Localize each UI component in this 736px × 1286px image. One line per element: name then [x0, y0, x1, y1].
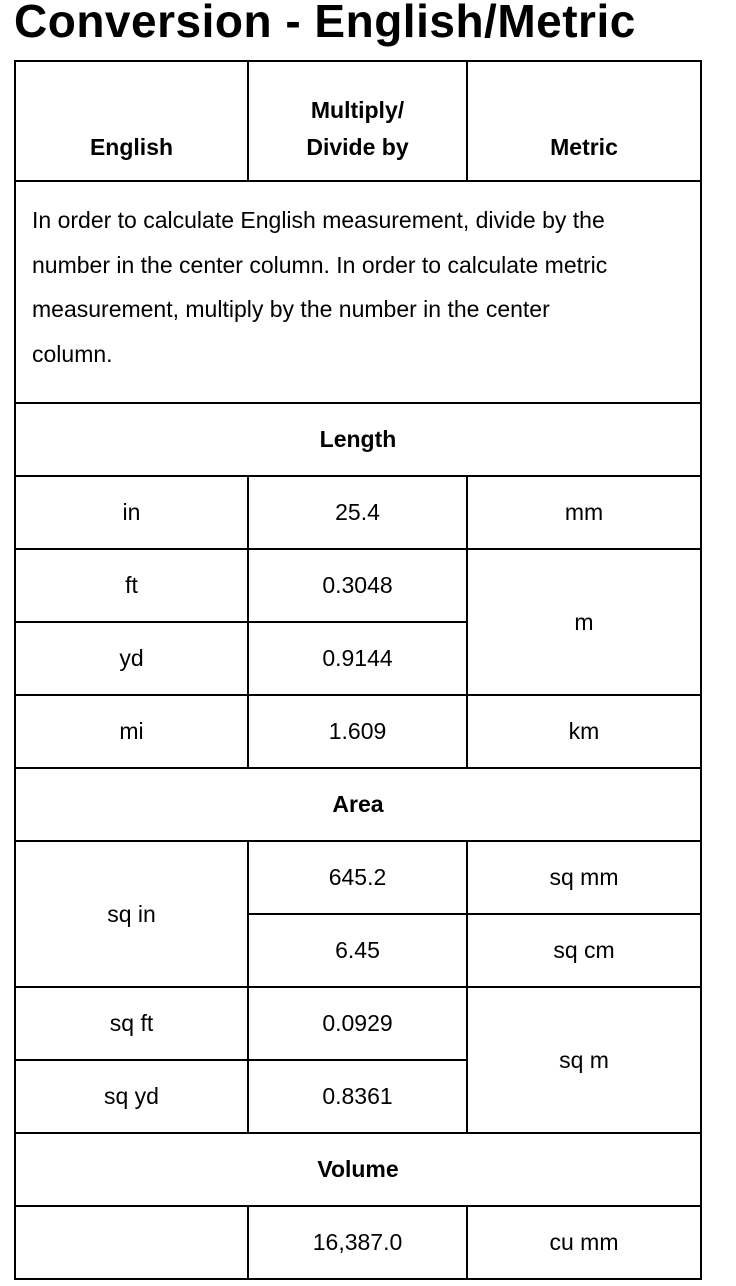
- english-unit: sq ft: [15, 987, 248, 1060]
- table-row: [15, 1206, 701, 1279]
- conversion-factor: 0.9144: [248, 622, 467, 695]
- english-unit: sq yd: [15, 1060, 248, 1133]
- header-multiply-line2: Divide by: [306, 134, 409, 160]
- english-unit: yd: [15, 622, 248, 695]
- english-unit: ft: [15, 549, 248, 622]
- section-row-length: [15, 403, 701, 476]
- header-row: [15, 61, 701, 181]
- page-title: Conversion - English/Metric: [14, 0, 636, 47]
- metric-unit: sq m: [467, 987, 701, 1133]
- metric-unit: sq mm: [467, 841, 701, 914]
- section-label-area: Area: [15, 768, 701, 841]
- intro-text: In order to calculate English measurement, divide by the number in the center column. In order to calculate metric measurement, multiply by the number in the center column.: [15, 181, 701, 403]
- conversion-table: [14, 60, 702, 1280]
- metric-unit: mm: [467, 476, 701, 549]
- conversion-factor: 16,387.0: [248, 1206, 467, 1279]
- conversion-factor: 1.609: [248, 695, 467, 768]
- conversion-factor: 25.4: [248, 476, 467, 549]
- metric-unit: km: [467, 695, 701, 768]
- intro-row: [15, 181, 701, 403]
- section-row-area: [15, 768, 701, 841]
- table-row: [15, 695, 701, 768]
- table-row: [15, 987, 701, 1060]
- conversion-factor: 6.45: [248, 914, 467, 987]
- table-row: [15, 549, 701, 622]
- table-row: [15, 476, 701, 549]
- table-row: [15, 841, 701, 914]
- section-row-volume: [15, 1133, 701, 1206]
- metric-unit: cu mm: [467, 1206, 701, 1279]
- metric-unit: sq cm: [467, 914, 701, 987]
- conversion-factor: 0.0929: [248, 987, 467, 1060]
- english-unit: in: [15, 476, 248, 549]
- conversion-factor: 645.2: [248, 841, 467, 914]
- section-label-length: Length: [15, 403, 701, 476]
- section-label-volume: Volume: [15, 1133, 701, 1206]
- header-multiply-divide: [248, 61, 467, 181]
- conversion-factor: 0.8361: [248, 1060, 467, 1133]
- header-metric: Metric: [467, 61, 701, 181]
- english-unit: [15, 1206, 248, 1279]
- metric-unit: m: [467, 549, 701, 695]
- header-english: English: [15, 61, 248, 181]
- header-multiply-line1: Multiply/: [310, 97, 405, 123]
- conversion-factor: 0.3048: [248, 549, 467, 622]
- english-unit: mi: [15, 695, 248, 768]
- english-unit: sq in: [15, 841, 248, 987]
